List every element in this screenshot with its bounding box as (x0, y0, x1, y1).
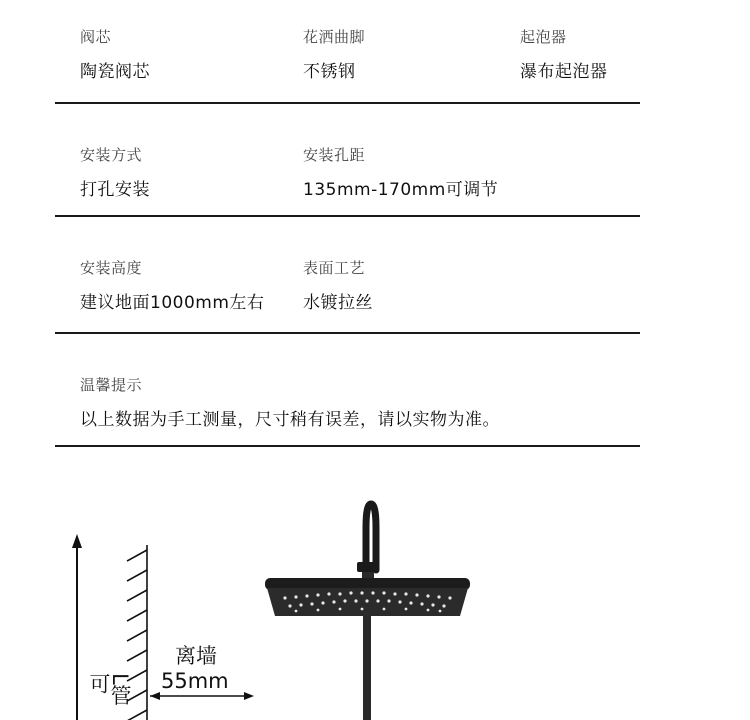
spec-label-aerator: 起泡器 (520, 28, 567, 46)
wall-distance-value: 55mm (161, 669, 229, 693)
installation-diagram (0, 490, 750, 720)
spec-value-shower-arm: 不锈钢 (303, 62, 356, 82)
vertical-dimension-arrow (72, 534, 82, 720)
spec-value-install-height: 建议地面1000mm左右 (80, 293, 265, 313)
wall-distance-arrow (150, 692, 254, 700)
spec-label-install-height: 安装高度 (80, 259, 143, 277)
divider (55, 332, 640, 334)
divider (55, 215, 640, 217)
notice-label: 温馨提示 (80, 376, 143, 394)
spec-value-aerator: 瀑布起泡器 (520, 62, 608, 82)
spec-value-valve-core: 陶瓷阀芯 (80, 62, 150, 82)
spec-label-install-method: 安装方式 (80, 146, 143, 164)
shower-gooseneck (357, 504, 379, 580)
shower-pipe (363, 616, 371, 720)
divider (55, 102, 640, 104)
spec-value-surface-finish: 水镀拉丝 (303, 293, 373, 313)
spec-label-valve-core: 阀芯 (80, 28, 112, 46)
vertical-dimension-label: L管可 (87, 673, 132, 706)
wall-distance-label: 离墙 (175, 644, 217, 668)
spec-label-surface-finish: 表面工艺 (303, 259, 366, 277)
divider (55, 445, 640, 447)
spec-label-hole-distance: 安装孔距 (303, 146, 366, 164)
spec-value-hole-distance: 135mm-170mm可调节 (303, 180, 499, 200)
spec-value-install-method: 打孔安装 (80, 180, 150, 200)
shower-head (265, 578, 470, 616)
notice-text: 以上数据为手工测量，尺寸稍有误差，请以实物为准。 (80, 410, 500, 430)
spec-label-shower-arm: 花洒曲脚 (303, 28, 366, 46)
